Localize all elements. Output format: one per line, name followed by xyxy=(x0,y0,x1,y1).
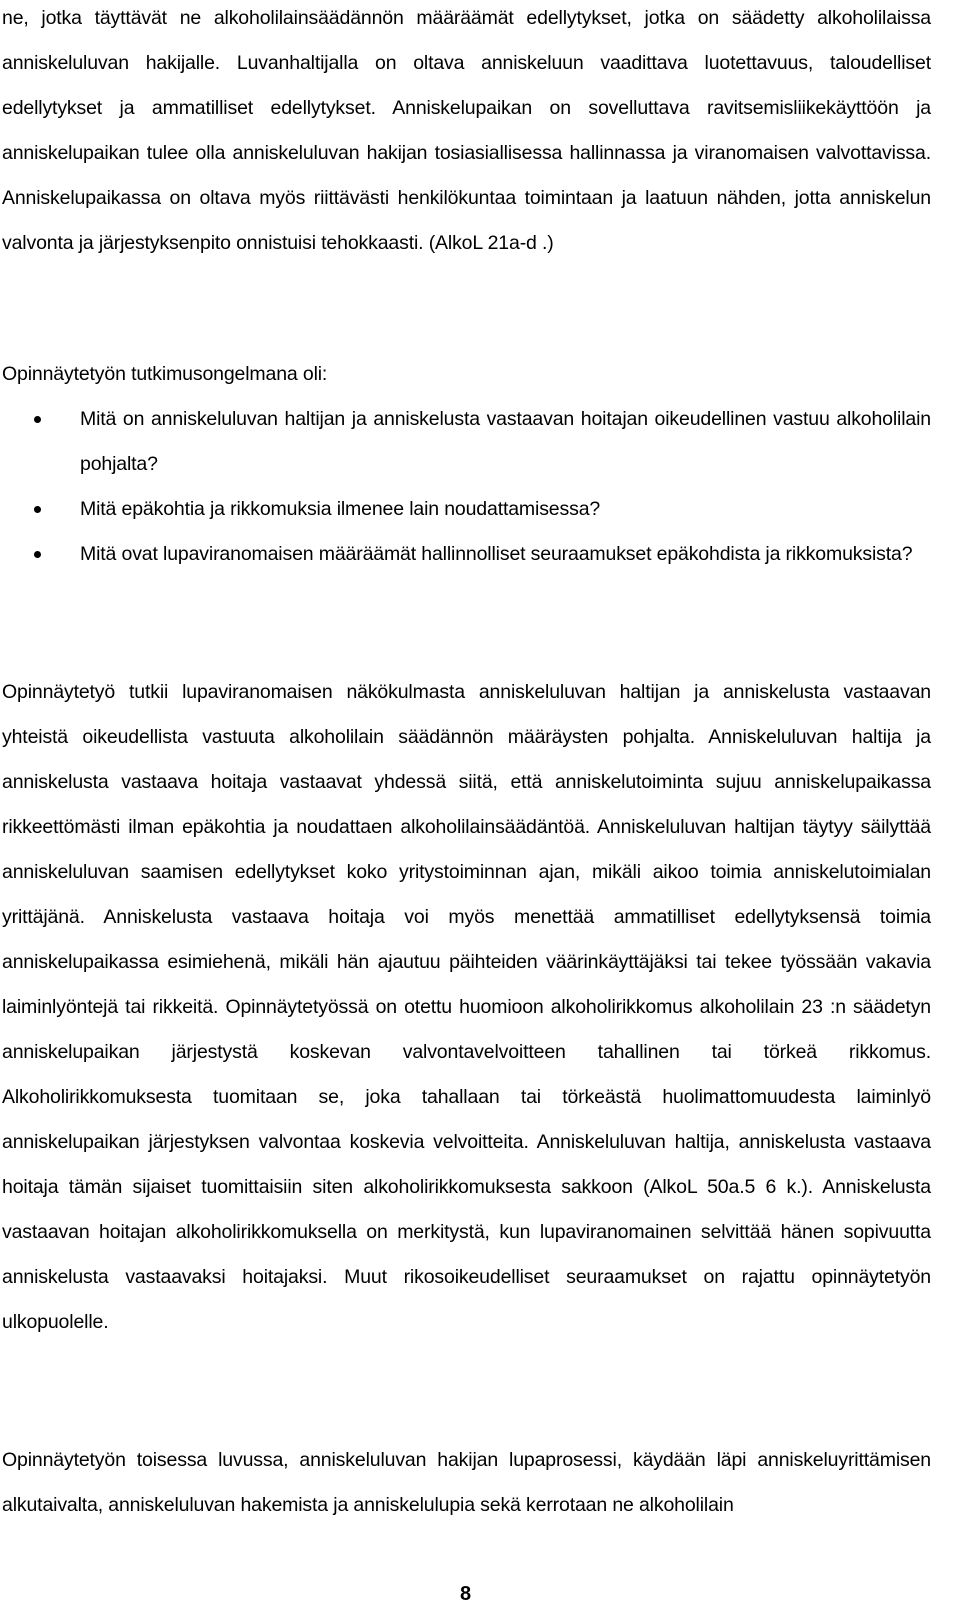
research-problem-intro: Opinnäytetyön tutkimusongelmana oli: xyxy=(2,363,328,385)
bullet-icon xyxy=(34,551,41,558)
research-questions-list xyxy=(0,397,931,577)
page-number: 8 xyxy=(459,1583,472,1605)
bullet-icon xyxy=(34,506,41,513)
research-question-item xyxy=(0,532,931,577)
research-question-text: Mitä on anniskeluluvan haltijan ja anniskelusta vastaavan hoitajan oikeudellinen vastuu alkoholilain pohjalta? xyxy=(80,408,931,475)
research-question-item xyxy=(0,397,931,487)
research-question-item xyxy=(0,487,931,532)
research-question-text: Mitä ovat lupaviranomaisen määräämät hallinnolliset seuraamukset epäkohdista ja rikkomuksista? xyxy=(80,543,913,565)
body-paragraph-legal-responsibility: Opinnäytetyö tutkii lupaviranomaisen näkökulmasta anniskeluluvan haltijan ja anniskelusta vastaavan yhteistä oikeudellista vastuuta alkoholilain säädännön määräysten pohjalta. Anniskeluluvan haltija ja anniskelusta vastaava hoitaja vastaavat yhdessä siitä, että anniskelutoiminta sujuu anniskelupaikassa rikkeettömästi ilman epäkohtia ja noudattaen alkoholilainsäädäntöä. Anniskeluluvan haltijan täytyy säilyttää anniskeluluvan saamisen edellytykset koko yritystoiminnan ajan, mikäli aikoo toimia anniskelutoimialan yrittäjänä. Anniskelusta vastaava hoitaja voi myös menettää ammatilliset edellytyksensä toimia anniskelupaikassa esimiehenä, mikäli hän ajautuu päihteiden väärinkäyttäjäksi tai tekee työssään vakavia laiminlyöntejä tai rikkeitä. Opinnäytetyössä on otettu huomioon alkoholirikkomus alkoholilain 23 :n säädetyn anniskelupaikan järjestystä koskevan valvontavelvoitteen tahallinen tai törkeä rikkomus. Alkoholirikkomuksesta tuomitaan se, joka tahallaan tai törkeästä huolimattomuudesta laiminlyö anniskelupaikan järjestyksen valvontaa koskevia velvoitteita. Anniskeluluvan haltija, anniskelusta vastaava hoitaja tämän sijaiset tuomittaisiin siten alkoholirikkomuksesta sakkoon (AlkoL 50a.5 6 k.). Anniskelusta vastaavan hoitajan alkoholirikkomuksella on merkitystä, kun lupaviranomainen selvittää hänen sopivuutta anniskelusta vastaavaksi hoitajaksi. Muut rikosoikeudelliset seuraamukset on rajattu opinnäytetyön ulkopuolelle. xyxy=(2,681,931,1333)
bullet-icon xyxy=(34,416,41,423)
research-question-text: Mitä epäkohtia ja rikkomuksia ilmenee lain noudattamisessa? xyxy=(80,498,601,520)
body-paragraph-chapter-overview: Opinnäytetyön toisessa luvussa, anniskeluluvan hakijan lupaprosessi, käydään läpi anniskeluyrittämisen alkutaivalta, anniskeluluvan hakemista ja anniskelulupia sekä kerrotaan ne alkoholilain xyxy=(2,1449,931,1516)
body-paragraph-licensing-requirements: ne, jotka täyttävät ne alkoholilainsäädännön määräämät edellytykset, jotka on säädetty alkoholilaissa anniskeluluvan hakijalle. Luvanhaltijalla on oltava anniskeluun vaadittava luotettavuus, taloudelliset edellytykset ja ammatilliset edellytykset. Anniskelupaikan on sovelluttava ravitsemisliikekäyttöön ja anniskelupaikan tulee olla anniskeluluvan hakijan tosiasiallisessa hallinnassa ja viranomaisen valvottavissa. Anniskelupaikassa on oltava myös riittävästi henkilökuntaa toimintaan ja laatuun nähden, jotta anniskelun valvonta ja järjestyksenpito onnistuisi tehokkaasti. (AlkoL 21a-d .) xyxy=(2,7,931,254)
